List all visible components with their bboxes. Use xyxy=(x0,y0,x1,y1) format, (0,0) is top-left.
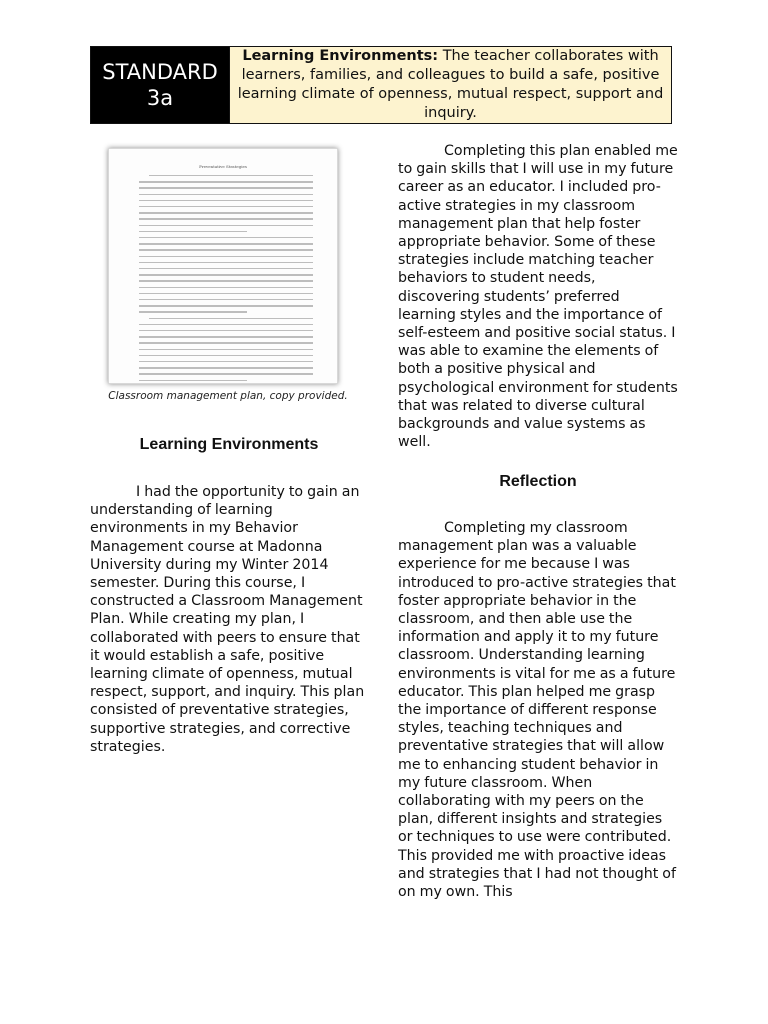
document-thumbnail-image xyxy=(108,148,338,384)
thumbnail-text-line xyxy=(139,280,313,281)
thumbnail-text-line xyxy=(139,367,313,368)
thumbnail-text-line xyxy=(139,274,313,275)
thumbnail-text-line xyxy=(139,293,313,294)
thumbnail-text-line xyxy=(139,262,313,263)
thumbnail-text-line xyxy=(139,237,313,238)
thumbnail-text-line xyxy=(139,200,313,201)
thumbnail-text-line xyxy=(139,249,313,250)
standard-description-text: The teacher collaborates with learners, families, and colleagues to build a safe, positive learning climate of openness, mutual respect, support and inquiry. xyxy=(237,48,664,121)
thumbnail-text-line xyxy=(139,187,313,188)
skills-paragraph: Completing this plan enabled me to gain skills that I will use in my future career as an educator. I included pro-active strategies in my classroom management plan that help foster appropriate behavior. Some of these strategies include matching teacher behaviors to student needs, discovering students’ preferred learning styles and the importance of self-esteem and positive social status. I was able to examine the elements of both a positive physical and psychological environment for students that was related to diverse cultural backgrounds and value systems as well. xyxy=(398,143,678,451)
standard-title: Learning Environments: xyxy=(242,48,439,64)
thumbnail-text-line xyxy=(149,318,313,319)
thumbnail-text-line xyxy=(139,256,313,257)
standard-banner xyxy=(90,46,672,124)
thumbnail-text-line xyxy=(139,361,313,362)
thumbnail-text-line xyxy=(139,355,313,356)
thumbnail-text-line xyxy=(139,324,313,325)
thumbnail-text-line xyxy=(139,268,313,269)
reflection-heading: Reflection xyxy=(499,473,577,490)
learning-environments-heading: Learning Environments xyxy=(139,436,319,453)
thumbnail-text-line xyxy=(139,305,313,306)
thumbnail-text-line xyxy=(139,218,313,219)
figure-caption: Classroom management plan, copy provided. xyxy=(108,390,348,402)
thumbnail-text-line xyxy=(139,212,313,213)
thumbnail-text-line xyxy=(139,231,247,232)
thumbnail-text-line xyxy=(139,336,313,337)
thumbnail-text-line xyxy=(139,287,313,288)
thumbnail-text-line xyxy=(139,349,313,350)
standard-description xyxy=(230,47,671,123)
thumbnail-text-line xyxy=(139,373,313,374)
thumbnail-text-line xyxy=(139,330,313,331)
thumbnail-text-line xyxy=(139,311,247,312)
thumbnail-text-line xyxy=(139,342,313,343)
thumbnail-title: Preventative Strategies xyxy=(199,164,247,169)
thumbnail-text-line xyxy=(139,225,313,226)
thumbnail-text-line xyxy=(139,243,313,244)
thumbnail-text-line xyxy=(149,175,313,176)
thumbnail-text-line xyxy=(139,380,247,381)
thumbnail-text-line xyxy=(139,299,313,300)
standard-label xyxy=(91,47,230,123)
thumbnail-text-line xyxy=(139,181,313,182)
thumbnail-text-line xyxy=(139,194,313,195)
learning-environments-paragraph: I had the opportunity to gain an understanding of learning environments in my Behavior Management course at Madonna University during my Winter 2014 semester. During this course, I constructed a Classroom Management Plan. While creating my plan, I collaborated with peers to ensure that it would establish a safe, positive learning climate of openness, mutual respect, support, and inquiry. This plan consisted of preventative strategies, supportive strategies, and corrective strategies. xyxy=(90,484,365,755)
thumbnail-text-line xyxy=(139,206,313,207)
standard-label-line2: 3a xyxy=(146,86,174,110)
reflection-paragraph: Completing my classroom management plan was a valuable experience for me because I was introduced to pro-active strategies that foster appropriate behavior in the classroom, and then able use the information and apply it to my future classroom. Understanding learning environments is vital for me as a future educator. This plan helped me grasp the importance of different response styles, teaching techniques and preventative strategies that will allow me to enhancing student behavior in my future classroom. When collaborating with my peers on the plan, different insights and strategies or techniques to use were contributed. This provided me with proactive ideas and strategies that I had not thought of on my own. This xyxy=(398,520,676,901)
standard-label-line1: STANDARD xyxy=(102,60,218,84)
